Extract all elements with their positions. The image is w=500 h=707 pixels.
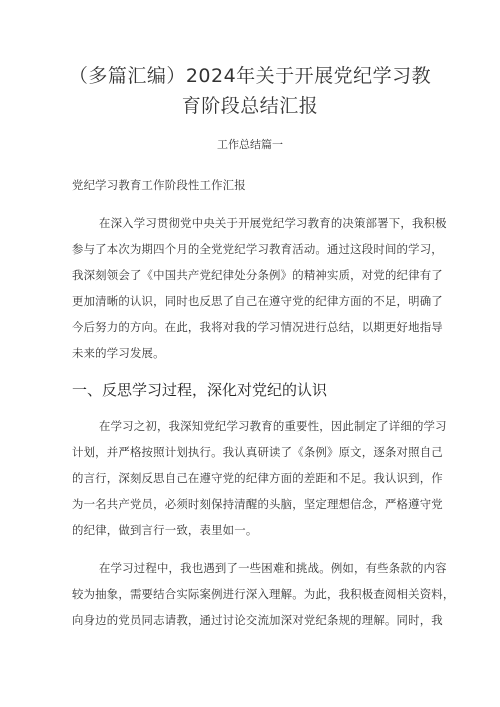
paragraph-line: 的纪律，做到言行一致，表里如一。 bbox=[72, 523, 258, 537]
subheading: 党纪学习教育工作阶段性工作汇报 bbox=[72, 178, 246, 192]
paragraph-line: 在学习过程中，我也遇到了一些困难和挑战。例如，有些条款的内容 bbox=[99, 561, 447, 575]
paragraph-line: 更加清晰的认识，同时也反思了自己在遵守党的纪律方面的不足，明确了 bbox=[72, 294, 443, 308]
section-heading: 一、反思学习过程，深化对党纪的认识 bbox=[72, 381, 328, 399]
paragraph-line: 计划，并严格按照计划执行。我认真研读了《条例》原文，逐条对照自己 bbox=[72, 445, 443, 459]
document-title-line-1: （多篇汇编）2024年关于开展党纪学习教 bbox=[68, 65, 432, 87]
paragraph-line: 较为抽象，需要结合实际案例进行深入理解。为此，我积极查阅相关资料， bbox=[72, 587, 455, 601]
paragraph-line: 为一名共产党员，必须时刻保持清醒的头脑，坚定理想信念，严格遵守党 bbox=[72, 497, 443, 511]
paragraph-line: 在学习之初，我深知党纪学习教育的重要性，因此制定了详细的学习 bbox=[99, 419, 447, 433]
paragraph-line: 向身边的党员同志请教，通过讨论交流加深对党纪条规的理解。同时，我 bbox=[72, 613, 443, 627]
paragraph-line: 的言行，深刻反思自己在遵守党的纪律方面的差距和不足。我认识到，作 bbox=[72, 471, 443, 485]
document-title-line-2: 育阶段总结汇报 bbox=[181, 95, 319, 117]
section-subtitle: 工作总结篇一 bbox=[217, 138, 283, 151]
paragraph-line: 未来的学习发展。 bbox=[72, 346, 165, 360]
paragraph-line: 在深入学习贯彻党中央关于开展党纪学习教育的决策部署下，我积极 bbox=[99, 216, 447, 230]
paragraph-line: 我深刻领会了《中国共产党纪律处分条例》的精神实质，对党的纪律有了 bbox=[72, 268, 443, 282]
paragraph-line: 今后努力的方向。在此，我将对我的学习情况进行总结，以期更好地指导 bbox=[72, 320, 443, 334]
paragraph-line: 参与了本次为期四个月的全党党纪学习教育活动。通过这段时间的学习， bbox=[72, 242, 443, 256]
